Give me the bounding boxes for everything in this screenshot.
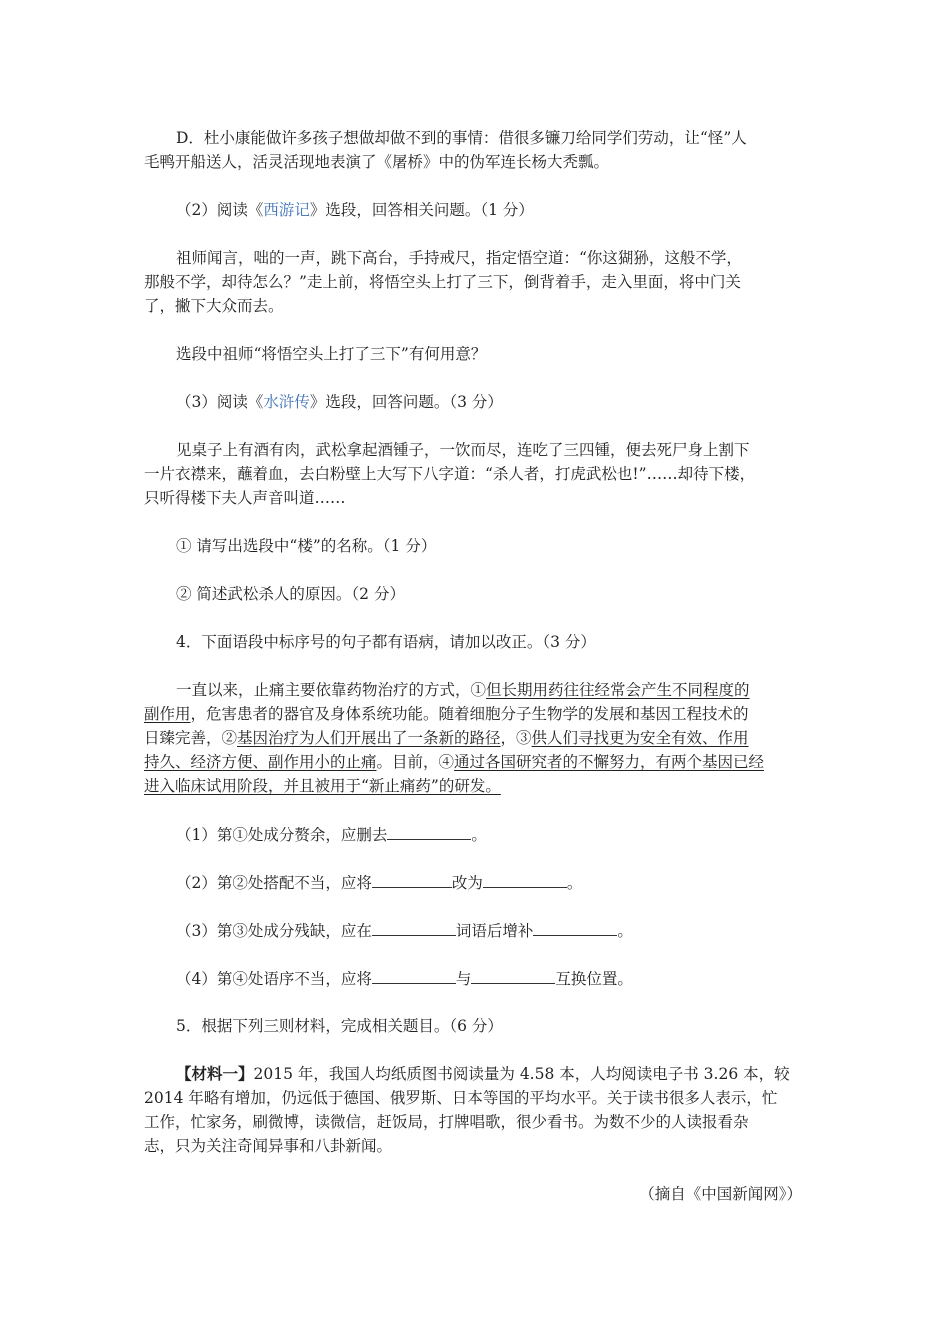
material-1-source xyxy=(639,1182,802,1206)
q4-p5u: 进入临床试用阶段，并且被用于“新止痛药”的研发。 xyxy=(144,777,501,795)
q3-sub-2-text: ② 简述武松杀人的原因。（2 分） xyxy=(176,585,405,603)
q4-passage-line-4 xyxy=(144,750,824,774)
q2-passage-line-1 xyxy=(176,246,856,270)
material-1-label: 【材料一】 xyxy=(176,1064,254,1083)
q4-passage-line-3 xyxy=(144,726,824,750)
q4-4-b: 与 xyxy=(455,970,472,988)
q4-passage-line-5 xyxy=(144,774,824,798)
q2-passage-line-3 xyxy=(144,294,824,318)
question-2-heading xyxy=(176,198,856,222)
q3-passage-text-3: 只听得楼下夫人声音叫道…… xyxy=(144,489,346,507)
q2-post: 》选段，回答相关问题。（1 分） xyxy=(309,201,534,219)
shuihuzhuan-link[interactable]: 水浒传 xyxy=(263,393,310,411)
answer-blank-2b[interactable] xyxy=(483,870,567,888)
q2-passage-line-2 xyxy=(144,270,824,294)
q3-post: 》选段，回答问题。（3 分） xyxy=(309,393,503,411)
q4-item-3 xyxy=(176,918,856,942)
q4-text: 4．下面语段中标序号的句子都有语病，请加以改正。（3 分） xyxy=(176,633,596,651)
answer-blank-1[interactable] xyxy=(387,822,471,840)
q3-sub-1-text: ① 请写出选段中“楼”的名称。（1 分） xyxy=(176,537,437,555)
q2-passage-text-2: 那般不学，却待怎么？”走上前，将悟空头上打了三下，倒背着手，走入里面，将中门关 xyxy=(144,273,741,291)
option-d-line-2 xyxy=(144,150,824,174)
q3-pre: （3）阅读《 xyxy=(176,393,264,411)
material-1-line-3 xyxy=(144,1110,824,1134)
material-1-text-1: 2015 年，我国人均纸质图书阅读量为 4.58 本，人均阅读电子书 3.26 本，较 xyxy=(253,1065,790,1083)
q3-passage-text-1: 见桌子上有酒有肉，武松拿起酒锺子，一饮而尽，连吃了三四锺，便去死尸身上割下 xyxy=(176,441,750,459)
q4-p4u: 持久、经济方便、副作用小的止痛 xyxy=(144,753,377,771)
q3-passage-line-2 xyxy=(144,462,824,486)
q4-4-a: （4）第④处语序不当，应将 xyxy=(176,970,372,988)
q4-p3a: 日臻完善，② xyxy=(144,729,238,747)
q2-passage-text-1: 祖师闻言，咄的一声，跳下高台，手持戒尺，指定悟空道：“你这猢狲，这般不学， xyxy=(176,249,742,267)
q3-passage-text-2: 一片衣襟来，蘸着血，去白粉壁上大写下八字道：“杀人者，打虎武松也!”……却待下楼， xyxy=(144,465,756,483)
q3-passage-line-1 xyxy=(176,438,856,462)
q3-sub-2 xyxy=(176,582,856,606)
q4-item-2 xyxy=(176,870,856,894)
q4-passage-line-1 xyxy=(176,678,856,702)
material-1-line-4 xyxy=(144,1134,824,1158)
q4-p3u1: 基因治疗为人们开展出了一条新的路径 xyxy=(237,729,501,747)
option-d-line-1 xyxy=(176,126,856,150)
q2-pre: （2）阅读《 xyxy=(176,201,264,219)
xiyouji-link[interactable]: 西游记 xyxy=(263,201,310,219)
q3-passage-line-3 xyxy=(144,486,824,510)
material-1-source-text: （摘自《中国新闻网》） xyxy=(639,1185,802,1203)
q4-3-c: 。 xyxy=(617,922,633,940)
q4-1-b: 。 xyxy=(471,826,487,844)
answer-blank-3a[interactable] xyxy=(372,918,456,936)
q4-p2b: ，危害患者的器官及身体系统功能。随着细胞分子生物学的发展和基因工程技术的 xyxy=(190,705,749,723)
question-5-heading xyxy=(176,1014,856,1038)
q4-2-b: 改为 xyxy=(451,874,483,892)
q4-item-4 xyxy=(176,966,856,990)
q4-passage-line-2 xyxy=(144,702,824,726)
q2-question-text: 选段中祖师“将悟空头上打了三下”有何用意？ xyxy=(176,345,487,363)
q4-p4b: 。目前，④ xyxy=(376,753,455,771)
material-1-line-1 xyxy=(176,1062,856,1086)
answer-blank-2a[interactable] xyxy=(372,870,452,888)
q4-3-b: 词语后增补 xyxy=(455,922,534,940)
q4-p1a: 一直以来，止痛主要依靠药物治疗的方式，① xyxy=(176,681,487,699)
material-1-text-2: 2014 年略有增加，仍远低于德国、俄罗斯、日本等国的平均水平。关于读书很多人表示，忙 xyxy=(144,1089,778,1107)
q4-item-1 xyxy=(176,822,856,846)
question-4-heading xyxy=(176,630,856,654)
answer-blank-4b[interactable] xyxy=(471,966,555,984)
q4-1-a: （1）第①处成分赘余，应删去 xyxy=(176,826,388,844)
answer-blank-3b[interactable] xyxy=(533,918,617,936)
answer-blank-4a[interactable] xyxy=(372,966,456,984)
option-d-text-1: D．杜小康能做许多孩子想做却做不到的事情：借很多镰刀给同学们劳动，让“怪”人 xyxy=(176,129,747,147)
q4-2-a: （2）第②处搭配不当，应将 xyxy=(176,874,372,892)
material-1-line-2 xyxy=(144,1086,824,1110)
q4-p1u: 但长期用药往往经常会产生不同程度的 xyxy=(486,681,750,699)
q4-p4u2: 通过各国研究者的不懈努力，有两个基因已经 xyxy=(454,753,765,771)
q4-p2u: 副作用 xyxy=(144,705,191,723)
question-3-heading xyxy=(176,390,856,414)
q4-p3u2: 供人们寻找更为安全有效、作用 xyxy=(531,729,749,747)
q3-sub-1 xyxy=(176,534,856,558)
q5-text: 5．根据下列三则材料，完成相关题目。（6 分） xyxy=(176,1017,503,1035)
option-d-text-2: 毛鸭开船送人，活灵活现地表演了《屠桥》中的伪军连长杨大秃瓢。 xyxy=(144,153,610,171)
q2-passage-text-3: 了，撇下大众而去。 xyxy=(144,297,284,315)
q4-4-c: 互换位置。 xyxy=(555,970,633,988)
q4-2-c: 。 xyxy=(566,874,583,892)
material-1-text-3: 工作，忙家务，刷微博，读微信，赶饭局，打牌唱歌，很少看书。为数不少的人读报看杂 xyxy=(144,1113,749,1131)
material-1-text-4: 志，只为关注奇闻异事和八卦新闻。 xyxy=(144,1137,393,1155)
q2-question xyxy=(176,342,856,366)
q4-3-a: （3）第③处成分残缺，应在 xyxy=(176,922,372,940)
q4-p3b: ，③ xyxy=(500,729,532,747)
